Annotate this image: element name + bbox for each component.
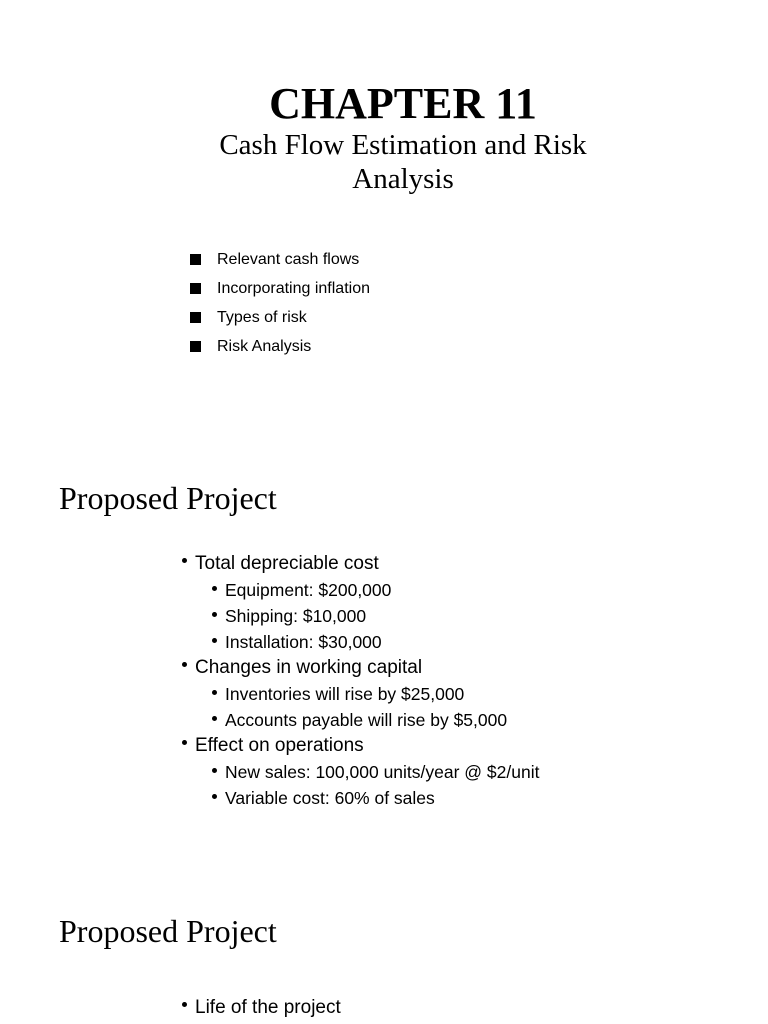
square-bullet-icon (190, 254, 201, 265)
sub-bullet-item (182, 785, 539, 811)
sub-bullet-item (182, 603, 539, 629)
bullet-dot-icon (212, 612, 217, 617)
sub-bullet-item (182, 759, 539, 785)
topic-item (190, 245, 370, 274)
bullet-text: Total depreciable cost (195, 553, 379, 574)
bullet-item (182, 655, 539, 681)
bullet-text: Inventories will rise by $25,000 (225, 684, 465, 704)
bullet-dot-icon (212, 638, 217, 643)
bullet-item (182, 733, 539, 759)
bullet-dot-icon (182, 558, 187, 563)
bullet-text: New sales: 100,000 units/year @ $2/unit (225, 762, 540, 782)
square-bullet-icon (190, 341, 201, 352)
chapter-topics-list (190, 245, 370, 361)
square-bullet-icon (190, 283, 201, 294)
chapter-title: CHAPTER 11 (269, 79, 537, 128)
bullet-text: Equipment: $200,000 (225, 580, 392, 600)
sub-bullet-item (182, 707, 539, 733)
bullet-item (182, 551, 539, 577)
bullet-text: Life of the project (195, 997, 341, 1018)
bullet-dot-icon (212, 586, 217, 591)
bullet-dot-icon (212, 716, 217, 721)
topic-label: Relevant cash flows (217, 250, 360, 268)
sub-bullet-item (182, 681, 539, 707)
topic-label: Incorporating inflation (217, 279, 370, 297)
bullet-text: Accounts payable will rise by $5,000 (225, 710, 508, 730)
bullet-dot-icon (212, 768, 217, 773)
bullet-text: Effect on operations (195, 735, 364, 756)
sub-bullet-item (182, 577, 539, 603)
bullet-dot-icon (182, 1002, 187, 1007)
topic-label: Types of risk (217, 308, 307, 326)
bullet-text: Installation: $30,000 (225, 632, 382, 652)
bullet-text: Shipping: $10,000 (225, 606, 367, 626)
topic-item (190, 274, 370, 303)
chapter-subtitle-line-2: Analysis (352, 163, 454, 195)
bullet-list (182, 551, 539, 811)
topic-item (190, 303, 370, 332)
bullet-dot-icon (212, 690, 217, 695)
bullet-dot-icon (182, 740, 187, 745)
chapter-subtitle-line-1: Cash Flow Estimation and Risk (219, 129, 587, 161)
slide-heading: Proposed Project (59, 913, 277, 949)
bullet-dot-icon (212, 794, 217, 799)
bullet-dot-icon (182, 662, 187, 667)
topic-item (190, 332, 370, 361)
bullet-list (182, 995, 341, 1021)
bullet-text: Changes in working capital (195, 657, 423, 678)
slide-heading: Proposed Project (59, 480, 277, 516)
bullet-text: Variable cost: 60% of sales (225, 788, 435, 808)
chapter-subtitle (0, 128, 768, 196)
square-bullet-icon (190, 312, 201, 323)
bullet-item (182, 995, 341, 1021)
sub-bullet-item (182, 629, 539, 655)
topic-label: Risk Analysis (217, 337, 312, 355)
